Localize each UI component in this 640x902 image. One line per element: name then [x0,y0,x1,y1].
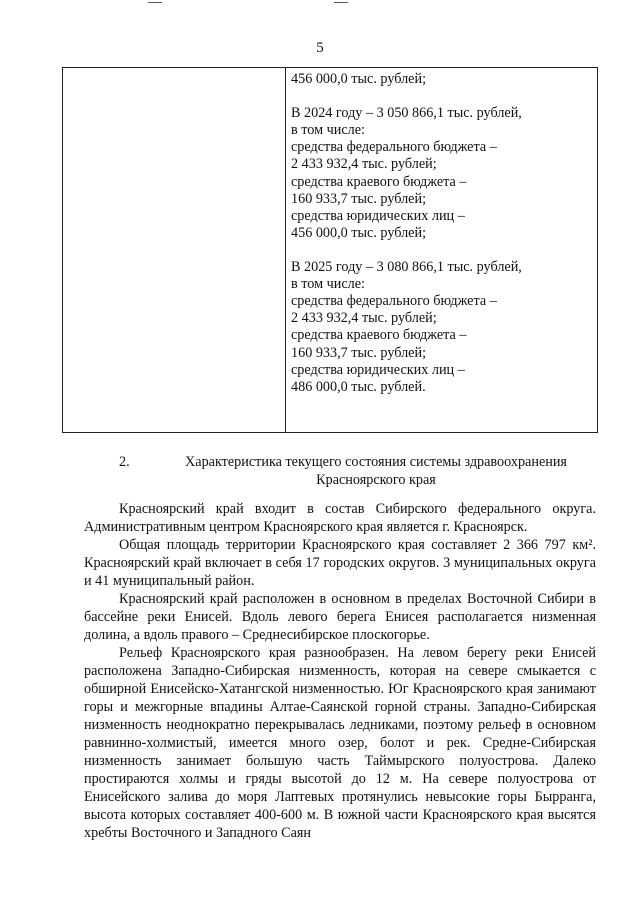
page-number: 5 [316,40,324,56]
funding-cell [291,71,591,396]
funding-gap [291,88,591,105]
section-title [156,453,596,489]
paragraph: Красноярский край входит в состав Сибирского федерального округа. Административным центром Красноярского края является г. Красноярск. [84,501,596,535]
funding-line: 160 933,7 тыс. рублей; [291,344,427,361]
funding-line: 2 433 932,4 тыс. рублей; [291,156,437,173]
funding-line: 456 000,0 тыс. рублей; [291,71,427,87]
paragraph: Красноярский край расположен в основном в пределах Восточной Сибири в бассейне реки Енисей. Вдоль левого берега Енисея располагается низменная долина, а вдоль правого – Среднесибирское плоскогорье. [84,591,596,643]
funding-line: В 2025 году – 3 080 866,1 тыс. рублей, [291,259,522,276]
funding-line: 456 000,0 тыс. рублей; [291,224,427,241]
funding-gap [291,242,591,259]
funding-line: средства краевого бюджета – [291,327,467,344]
section-title-line: Красноярского края [316,472,436,488]
paragraph: Общая площадь территории Красноярского края составляет 2 366 797 км². Красноярский край включает в себя 17 городских округов. 3 муниципальных округа и 41 муниципальный район. [84,537,596,589]
section-number: 2. [119,454,130,470]
budget-table [62,67,598,433]
funding-line: средства юридических лиц – [291,207,465,224]
scan-header-marks [0,0,640,10]
funding-line: 486 000,0 тыс. рублей. [291,378,426,395]
funding-line: В 2024 году – 3 050 866,1 тыс. рублей, [291,105,522,122]
funding-line: средства юридических лиц – [291,361,465,378]
funding-line: 160 933,7 тыс. рублей; [291,190,427,207]
funding-line: 2 433 932,4 тыс. рублей; [291,310,437,327]
scan-mark [334,2,348,3]
funding-line: средства федерального бюджета – [291,293,497,310]
funding-line: средства краевого бюджета – [291,173,467,190]
body-text [84,500,596,842]
funding-line: в том числе: [291,122,365,139]
table-column-divider [285,68,286,432]
paragraph: Рельеф Красноярского края разнообразен. На левом берегу реки Енисей расположена Западно-Сибирская низменность, которая на севере смыкается с обширной Енисейско-Хатангской низменностью. Юг Красноярского края занимают горы и межгорные впадины Алтае-Саянской горной страны. Западно-Сибирская низменность неоднократно перекрывалась ледниками, поэтому рельеф в основном равнинно-холмистый, имеется много озер, болот и рек. Средне-Сибирская низменность занимает большую часть Таймырского полуострова. Далеко простираются холмы и гряды высотой до 12 м. На севере полуострова от Енисейского залива до моря Лаптевых протянулись невысокие горы Бырранга, высота которых составляет 400-600 м. В южной части Красноярского края высятся хребты Восточного и Западного Саян [84,645,596,841]
section-title-line: Характеристика текущего состояния системы здравоохранения [185,454,567,470]
funding-line: средства федерального бюджета – [291,139,497,156]
funding-line: в том числе: [291,276,365,293]
scan-mark [148,2,162,3]
